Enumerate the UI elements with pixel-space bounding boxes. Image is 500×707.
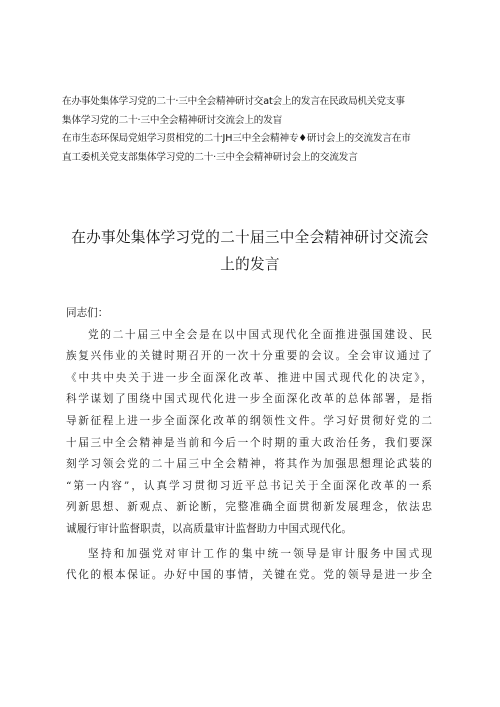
paragraph-line: 刻学习领会党的二十届三中全会精神，将其作为加强思想理论武装的	[66, 458, 432, 471]
paragraph-line: 十届三中全会精神是当前和今后一个时期的重大政治任务，我们要深	[66, 436, 432, 449]
document-title-line-1: 在办事处集体学习党的二十届三中全会精神研讨交流会	[71, 229, 429, 246]
paragraph-line: 代化的根本保证。办好中国的事情，关键在党。党的领导是进一步全	[66, 569, 432, 582]
paragraph-line: 坚持和加强党对审计工作的集中统一领导是审计服务中国式现	[88, 547, 432, 560]
paragraph-line: 《中共中央关于进一步全面深化改革、推进中国式现代化的决定》，	[66, 371, 432, 384]
toc-line: 在市生态环保局党姐学习贯相党的二十JH三中全会精神专♦研讨会上的交流发言在市	[62, 133, 411, 145]
paragraph-line: 导新征程上进一步全面深化改革的纲领性文件。学习好贯彻好党的二	[66, 414, 432, 427]
paragraph-line: 党的二十届三中全会是在以中国式现代化全面推进强国建设、民	[88, 328, 432, 341]
toc-line: 集体学习党的二十·三中全会精神研讨交流会上的发盲	[62, 114, 283, 126]
paragraph-line: 族复兴伟业的关键时期召开的一次十分重要的会议。全会审议通过了	[66, 350, 432, 363]
paragraph-1	[66, 325, 432, 541]
document-title-line-2: 上的发言	[220, 256, 280, 273]
document-body	[66, 303, 432, 587]
salutation: 同志们：	[66, 307, 109, 319]
table-of-contents	[62, 93, 452, 167]
paragraph-2	[66, 544, 432, 587]
toc-line: 在办事处集体学习党的二十·三中全会精神研讨交at会上的发言在民政局机关党支事	[62, 96, 405, 107]
paragraph-line: 列新思想、新观点、新论断，完整准确全面贯彻新发展理念，依法忠	[66, 501, 432, 514]
toc-line: 直工委机关党支部集体学习党的二十·三中全会精神研讨会上的交流发言	[62, 151, 358, 163]
paragraph-line: “第一内容”，认真学习贯彻习近平总书记关于全面深化改革的一系	[66, 479, 432, 492]
paragraph-line: 诚履行审计监督职责，以高质量审计监督助力中国式现代化。	[66, 522, 353, 535]
paragraph-line: 科学谋划了围绕中国式现代化进一步全面深化改革的总体部署，是指	[66, 393, 432, 406]
